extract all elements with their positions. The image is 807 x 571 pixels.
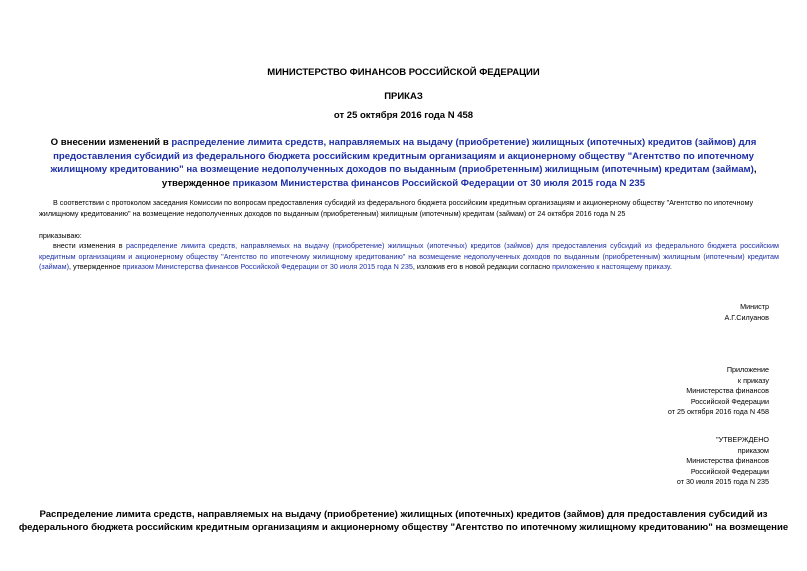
title-link-distribution[interactable]: распределение лимита средств, направляемых на выдачу (приобретение) жилищных (ипотечных) кредитов (займов) для предоставления субсидий из федерального бюджета российским кредитным организациям и акционерному обществу "Агентство по ипотечному жилищному кредитованию" на возмещение недополученных доходов по выданным (приобретенным) жилищным (ипотечным) кредитам (займам) — [50, 137, 757, 175]
appendix-title-line1: Распределение лимита средств, направляемых на выдачу (приобретение) жилищных (ипотечных) кредитов (займов) для предоставления субсидий из — [39, 509, 768, 520]
approved-line: "УТВЕРЖДЕНО — [716, 435, 769, 444]
order-link-order-235[interactable]: приказом Министерства финансов Российской Федерации от 30 июля 2015 года N 235 — [122, 262, 413, 271]
appendix-title-line2: федерального бюджета российским кредитным организациям и акционерному обществу "Агентство по ипотечному жилищному кредитованию" на возмещение — [18, 522, 789, 533]
approved-line: Российской Федерации — [690, 466, 769, 476]
approved-line: от 30 июля 2015 года N 235 — [676, 477, 769, 486]
order-link-distribution[interactable]: распределение лимита средств, направляемых на выдачу (приобретение) жилищных (ипотечных) кредитов (займов) для предоставления субсидий из федерального бюджета российским кредитным организациям и акционерному обществу "Агентство по ипотечному жилищному кредитованию" на возмещение недополученных доходов по выданным (приобретенным) жилищным (ипотечным) кредитам (займам) — [39, 241, 780, 271]
document-title — [28, 136, 779, 190]
document-type: ПРИКАЗ — [384, 91, 423, 102]
approved-line: приказом — [737, 445, 769, 455]
title-link-order-235[interactable]: приказом Министерства финансов Российской Федерации от 30 июля 2015 года N 235 — [232, 177, 646, 189]
ministry-heading: МИНИСТЕРСТВО ФИНАНСОВ РОССИЙСКОЙ ФЕДЕРАЦИИ — [267, 67, 540, 78]
appendix-line: Российской Федерации — [690, 396, 769, 406]
order-prefix: внести изменения в — [53, 241, 127, 250]
signature-name: А.Г.Силуанов — [724, 313, 769, 322]
order-middle: , утвержденное — [68, 262, 123, 271]
document-date: от 25 октября 2016 года N 458 — [333, 110, 474, 121]
title-middle: , утвержденное — [161, 164, 757, 189]
title-prefix: О внесении изменений в — [50, 137, 172, 148]
preamble-paragraph: В соответствии с протоколом заседания Комиссии по вопросам предоставления субсидий из федерального бюджета российским кредитным организациям и акционерному обществу "Агентство по ипотечному жилищному кредитованию" на возмещение недополученных доходов по выданным (приобретенным) жилищным (ипотечным) кредитам (займам) от 24 октября 2016 года N 25 — [39, 198, 754, 218]
order-paragraph — [39, 241, 779, 273]
order-end: . — [669, 262, 672, 271]
approved-block — [677, 435, 769, 488]
appendix-line: от 25 октября 2016 года N 458 — [667, 407, 769, 416]
appendix-line: Приложение — [726, 365, 769, 374]
prikazyvayu-label: приказываю: — [39, 231, 82, 240]
order-middle2: , изложив его в новой редакции согласно — [412, 262, 553, 271]
order-link-appendix[interactable]: приложению к настоящему приказу — [552, 262, 670, 271]
appendix-line: к приказу — [737, 375, 769, 385]
appendix-line: Министерства финансов — [686, 386, 769, 395]
approved-line: Министерства финансов — [686, 456, 769, 465]
signature-position: Министр — [740, 302, 769, 311]
appendix-block — [668, 365, 769, 418]
